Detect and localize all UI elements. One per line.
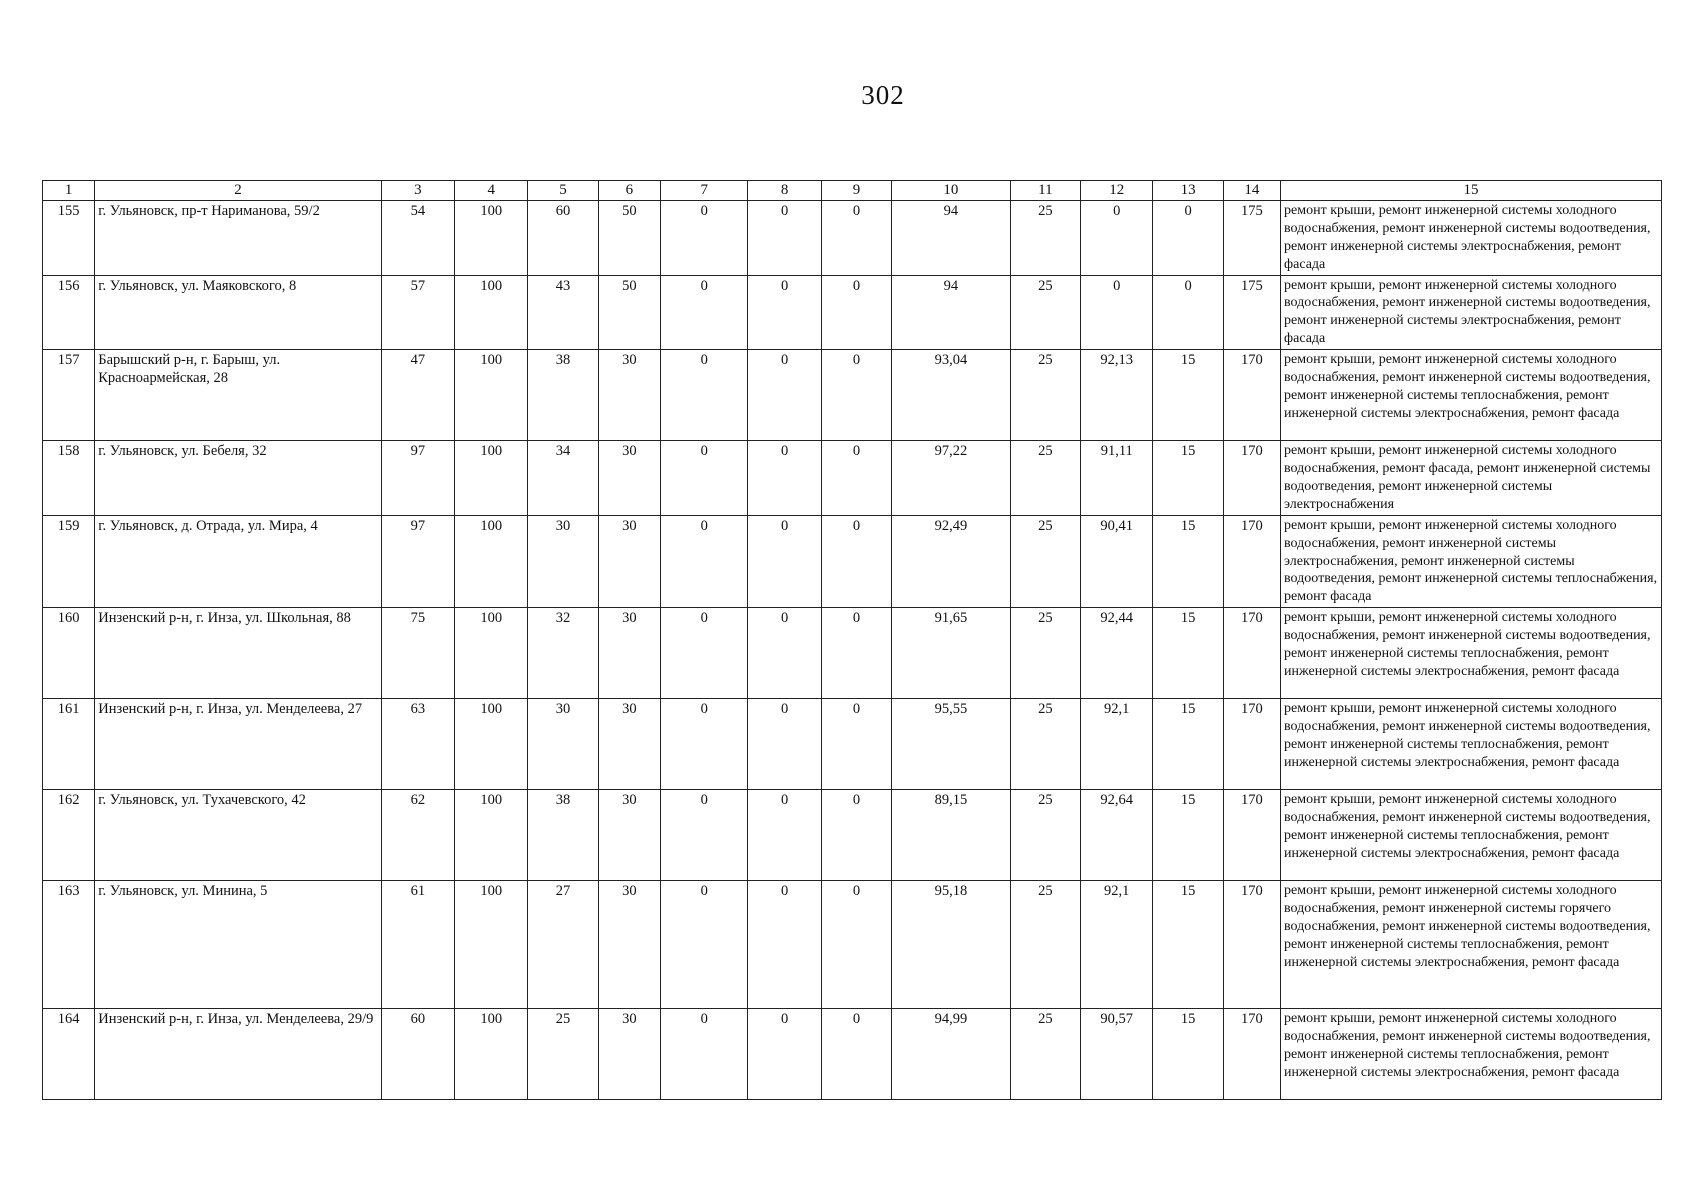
value-col-4: 100 [455, 515, 528, 608]
works-list: ремонт крыши, ремонт инженерной системы холодного водоснабжения, ремонт инженерной системы водоотведения, ремонт инженерной системы теплоснабжения, ремонт инженерной системы электроснабжения, ремонт фасада [1281, 608, 1662, 699]
address: г. Ульяновск, ул. Маяковского, 8 [95, 275, 381, 350]
value-col-12: 0 [1081, 200, 1153, 275]
value-col-4: 100 [455, 441, 528, 516]
value-col-9: 0 [821, 275, 891, 350]
table-row [43, 881, 1662, 1009]
value-col-6: 30 [598, 790, 660, 881]
value-col-14: 170 [1223, 608, 1280, 699]
value-col-14: 170 [1223, 515, 1280, 608]
value-col-7: 0 [661, 200, 748, 275]
value-col-10: 94 [892, 275, 1011, 350]
value-col-7: 0 [661, 350, 748, 441]
value-col-6: 30 [598, 699, 660, 790]
value-col-3: 62 [381, 790, 454, 881]
value-col-3: 47 [381, 350, 454, 441]
value-col-5: 43 [528, 275, 598, 350]
value-col-14: 170 [1223, 699, 1280, 790]
value-col-3: 75 [381, 608, 454, 699]
value-col-9: 0 [821, 515, 891, 608]
works-list: ремонт крыши, ремонт инженерной системы холодного водоснабжения, ремонт инженерной системы водоотведения, ремонт инженерной системы теплоснабжения, ремонт инженерной системы электроснабжения, ремонт фасада [1281, 699, 1662, 790]
row-number: 159 [43, 515, 95, 608]
value-col-14: 170 [1223, 1009, 1280, 1100]
value-col-12: 92,13 [1081, 350, 1153, 441]
value-col-10: 89,15 [892, 790, 1011, 881]
value-col-10: 97,22 [892, 441, 1011, 516]
value-col-13: 0 [1153, 275, 1223, 350]
table-row [43, 790, 1662, 881]
value-col-7: 0 [661, 515, 748, 608]
works-list: ремонт крыши, ремонт инженерной системы холодного водоснабжения, ремонт инженерной системы водоотведения, ремонт инженерной системы теплоснабжения, ремонт инженерной системы электроснабжения, ремонт фасада [1281, 790, 1662, 881]
value-col-8: 0 [748, 441, 821, 516]
address: Инзенский р-н, г. Инза, ул. Менделеева, 27 [95, 699, 381, 790]
row-number: 164 [43, 1009, 95, 1100]
value-col-3: 63 [381, 699, 454, 790]
value-col-11: 25 [1010, 275, 1080, 350]
value-col-8: 0 [748, 881, 821, 1009]
value-col-5: 34 [528, 441, 598, 516]
value-col-3: 54 [381, 200, 454, 275]
value-col-13: 15 [1153, 515, 1223, 608]
value-col-4: 100 [455, 881, 528, 1009]
column-header: 7 [661, 181, 748, 201]
repair-table [42, 180, 1662, 1100]
value-col-11: 25 [1010, 790, 1080, 881]
row-number: 163 [43, 881, 95, 1009]
table-row [43, 608, 1662, 699]
value-col-12: 92,1 [1081, 699, 1153, 790]
header-row [43, 181, 1662, 201]
works-list: ремонт крыши, ремонт инженерной системы холодного водоснабжения, ремонт инженерной системы горячего водоснабжения, ремонт инженерной системы водоотведения, ремонт инженерной системы теплоснабжения, ремонт инженерной системы электроснабжения, ремонт фасада [1281, 881, 1662, 1009]
value-col-14: 170 [1223, 790, 1280, 881]
value-col-10: 93,04 [892, 350, 1011, 441]
value-col-5: 25 [528, 1009, 598, 1100]
value-col-13: 0 [1153, 200, 1223, 275]
value-col-10: 92,49 [892, 515, 1011, 608]
table-row [43, 515, 1662, 608]
value-col-11: 25 [1010, 515, 1080, 608]
value-col-4: 100 [455, 790, 528, 881]
works-list: ремонт крыши, ремонт инженерной системы холодного водоснабжения, ремонт инженерной системы водоотведения, ремонт инженерной системы теплоснабжения, ремонт инженерной системы электроснабжения, ремонт фасада [1281, 350, 1662, 441]
value-col-4: 100 [455, 200, 528, 275]
value-col-5: 38 [528, 350, 598, 441]
address: г. Ульяновск, д. Отрада, ул. Мира, 4 [95, 515, 381, 608]
address: г. Ульяновск, ул. Бебеля, 32 [95, 441, 381, 516]
value-col-14: 170 [1223, 350, 1280, 441]
table-row [43, 699, 1662, 790]
value-col-8: 0 [748, 350, 821, 441]
value-col-9: 0 [821, 699, 891, 790]
address: Инзенский р-н, г. Инза, ул. Менделеева, 29/9 [95, 1009, 381, 1100]
value-col-4: 100 [455, 699, 528, 790]
value-col-14: 170 [1223, 441, 1280, 516]
address: Барышский р-н, г. Барыш, ул. Красноармейская, 28 [95, 350, 381, 441]
value-col-3: 97 [381, 515, 454, 608]
value-col-7: 0 [661, 699, 748, 790]
value-col-5: 27 [528, 881, 598, 1009]
row-number: 157 [43, 350, 95, 441]
value-col-13: 15 [1153, 699, 1223, 790]
value-col-8: 0 [748, 275, 821, 350]
value-col-13: 15 [1153, 441, 1223, 516]
value-col-3: 61 [381, 881, 454, 1009]
address: г. Ульяновск, ул. Тухачевского, 42 [95, 790, 381, 881]
address: г. Ульяновск, пр-т Нариманова, 59/2 [95, 200, 381, 275]
value-col-6: 30 [598, 350, 660, 441]
value-col-13: 15 [1153, 790, 1223, 881]
address: г. Ульяновск, ул. Минина, 5 [95, 881, 381, 1009]
value-col-6: 30 [598, 515, 660, 608]
value-col-12: 0 [1081, 275, 1153, 350]
value-col-5: 38 [528, 790, 598, 881]
value-col-8: 0 [748, 200, 821, 275]
value-col-10: 94 [892, 200, 1011, 275]
value-col-6: 30 [598, 881, 660, 1009]
works-list: ремонт крыши, ремонт инженерной системы холодного водоснабжения, ремонт инженерной системы водоотведения, ремонт инженерной системы электроснабжения, ремонт фасада [1281, 200, 1662, 275]
column-header: 6 [598, 181, 660, 201]
value-col-8: 0 [748, 1009, 821, 1100]
works-list: ремонт крыши, ремонт инженерной системы холодного водоснабжения, ремонт фасада, ремонт инженерной системы водоотведения, ремонт инженерной системы электроснабжения [1281, 441, 1662, 516]
page-number: 302 [861, 80, 905, 110]
row-number: 161 [43, 699, 95, 790]
table-row [43, 200, 1662, 275]
value-col-5: 60 [528, 200, 598, 275]
row-number: 155 [43, 200, 95, 275]
value-col-13: 15 [1153, 350, 1223, 441]
value-col-11: 25 [1010, 1009, 1080, 1100]
column-header: 3 [381, 181, 454, 201]
value-col-4: 100 [455, 1009, 528, 1100]
value-col-8: 0 [748, 790, 821, 881]
value-col-5: 30 [528, 699, 598, 790]
address: Инзенский р-н, г. Инза, ул. Школьная, 88 [95, 608, 381, 699]
value-col-9: 0 [821, 881, 891, 1009]
value-col-9: 0 [821, 790, 891, 881]
value-col-10: 95,55 [892, 699, 1011, 790]
value-col-14: 175 [1223, 200, 1280, 275]
column-header: 15 [1281, 181, 1662, 201]
works-list: ремонт крыши, ремонт инженерной системы холодного водоснабжения, ремонт инженерной системы электроснабжения, ремонт инженерной системы водоотведения, ремонт инженерной системы теплоснабжения, ремонт фасада [1281, 515, 1662, 608]
value-col-11: 25 [1010, 350, 1080, 441]
column-header: 14 [1223, 181, 1280, 201]
value-col-7: 0 [661, 275, 748, 350]
value-col-6: 30 [598, 1009, 660, 1100]
value-col-6: 30 [598, 608, 660, 699]
value-col-9: 0 [821, 350, 891, 441]
value-col-13: 15 [1153, 881, 1223, 1009]
column-header: 8 [748, 181, 821, 201]
row-number: 158 [43, 441, 95, 516]
value-col-4: 100 [455, 275, 528, 350]
value-col-9: 0 [821, 200, 891, 275]
works-list: ремонт крыши, ремонт инженерной системы холодного водоснабжения, ремонт инженерной системы водоотведения, ремонт инженерной системы теплоснабжения, ремонт инженерной системы электроснабжения, ремонт фасада [1281, 1009, 1662, 1100]
value-col-10: 94,99 [892, 1009, 1011, 1100]
value-col-6: 30 [598, 441, 660, 516]
value-col-12: 92,64 [1081, 790, 1153, 881]
row-number: 156 [43, 275, 95, 350]
value-col-12: 91,11 [1081, 441, 1153, 516]
value-col-7: 0 [661, 441, 748, 516]
value-col-7: 0 [661, 790, 748, 881]
value-col-9: 0 [821, 441, 891, 516]
value-col-4: 100 [455, 350, 528, 441]
works-list: ремонт крыши, ремонт инженерной системы холодного водоснабжения, ремонт инженерной системы водоотведения, ремонт инженерной системы электроснабжения, ремонт фасада [1281, 275, 1662, 350]
table-row [43, 275, 1662, 350]
row-number: 160 [43, 608, 95, 699]
value-col-12: 90,41 [1081, 515, 1153, 608]
value-col-11: 25 [1010, 699, 1080, 790]
column-header: 5 [528, 181, 598, 201]
value-col-12: 92,44 [1081, 608, 1153, 699]
value-col-4: 100 [455, 608, 528, 699]
value-col-3: 60 [381, 1009, 454, 1100]
value-col-7: 0 [661, 881, 748, 1009]
value-col-8: 0 [748, 608, 821, 699]
value-col-3: 97 [381, 441, 454, 516]
column-header: 11 [1010, 181, 1080, 201]
value-col-13: 15 [1153, 1009, 1223, 1100]
value-col-6: 50 [598, 275, 660, 350]
value-col-5: 30 [528, 515, 598, 608]
value-col-3: 57 [381, 275, 454, 350]
value-col-9: 0 [821, 608, 891, 699]
value-col-10: 95,18 [892, 881, 1011, 1009]
value-col-11: 25 [1010, 608, 1080, 699]
table-row [43, 350, 1662, 441]
column-header: 10 [892, 181, 1011, 201]
value-col-8: 0 [748, 515, 821, 608]
column-header: 13 [1153, 181, 1223, 201]
row-number: 162 [43, 790, 95, 881]
table-row [43, 441, 1662, 516]
value-col-12: 90,57 [1081, 1009, 1153, 1100]
column-header: 9 [821, 181, 891, 201]
value-col-14: 175 [1223, 275, 1280, 350]
value-col-5: 32 [528, 608, 598, 699]
value-col-11: 25 [1010, 881, 1080, 1009]
value-col-11: 25 [1010, 441, 1080, 516]
table-row [43, 1009, 1662, 1100]
value-col-13: 15 [1153, 608, 1223, 699]
column-header: 2 [95, 181, 381, 201]
value-col-7: 0 [661, 1009, 748, 1100]
value-col-9: 0 [821, 1009, 891, 1100]
column-header: 4 [455, 181, 528, 201]
value-col-7: 0 [661, 608, 748, 699]
column-header: 12 [1081, 181, 1153, 201]
value-col-8: 0 [748, 699, 821, 790]
value-col-11: 25 [1010, 200, 1080, 275]
value-col-12: 92,1 [1081, 881, 1153, 1009]
value-col-14: 170 [1223, 881, 1280, 1009]
value-col-10: 91,65 [892, 608, 1011, 699]
value-col-6: 50 [598, 200, 660, 275]
column-header: 1 [43, 181, 95, 201]
